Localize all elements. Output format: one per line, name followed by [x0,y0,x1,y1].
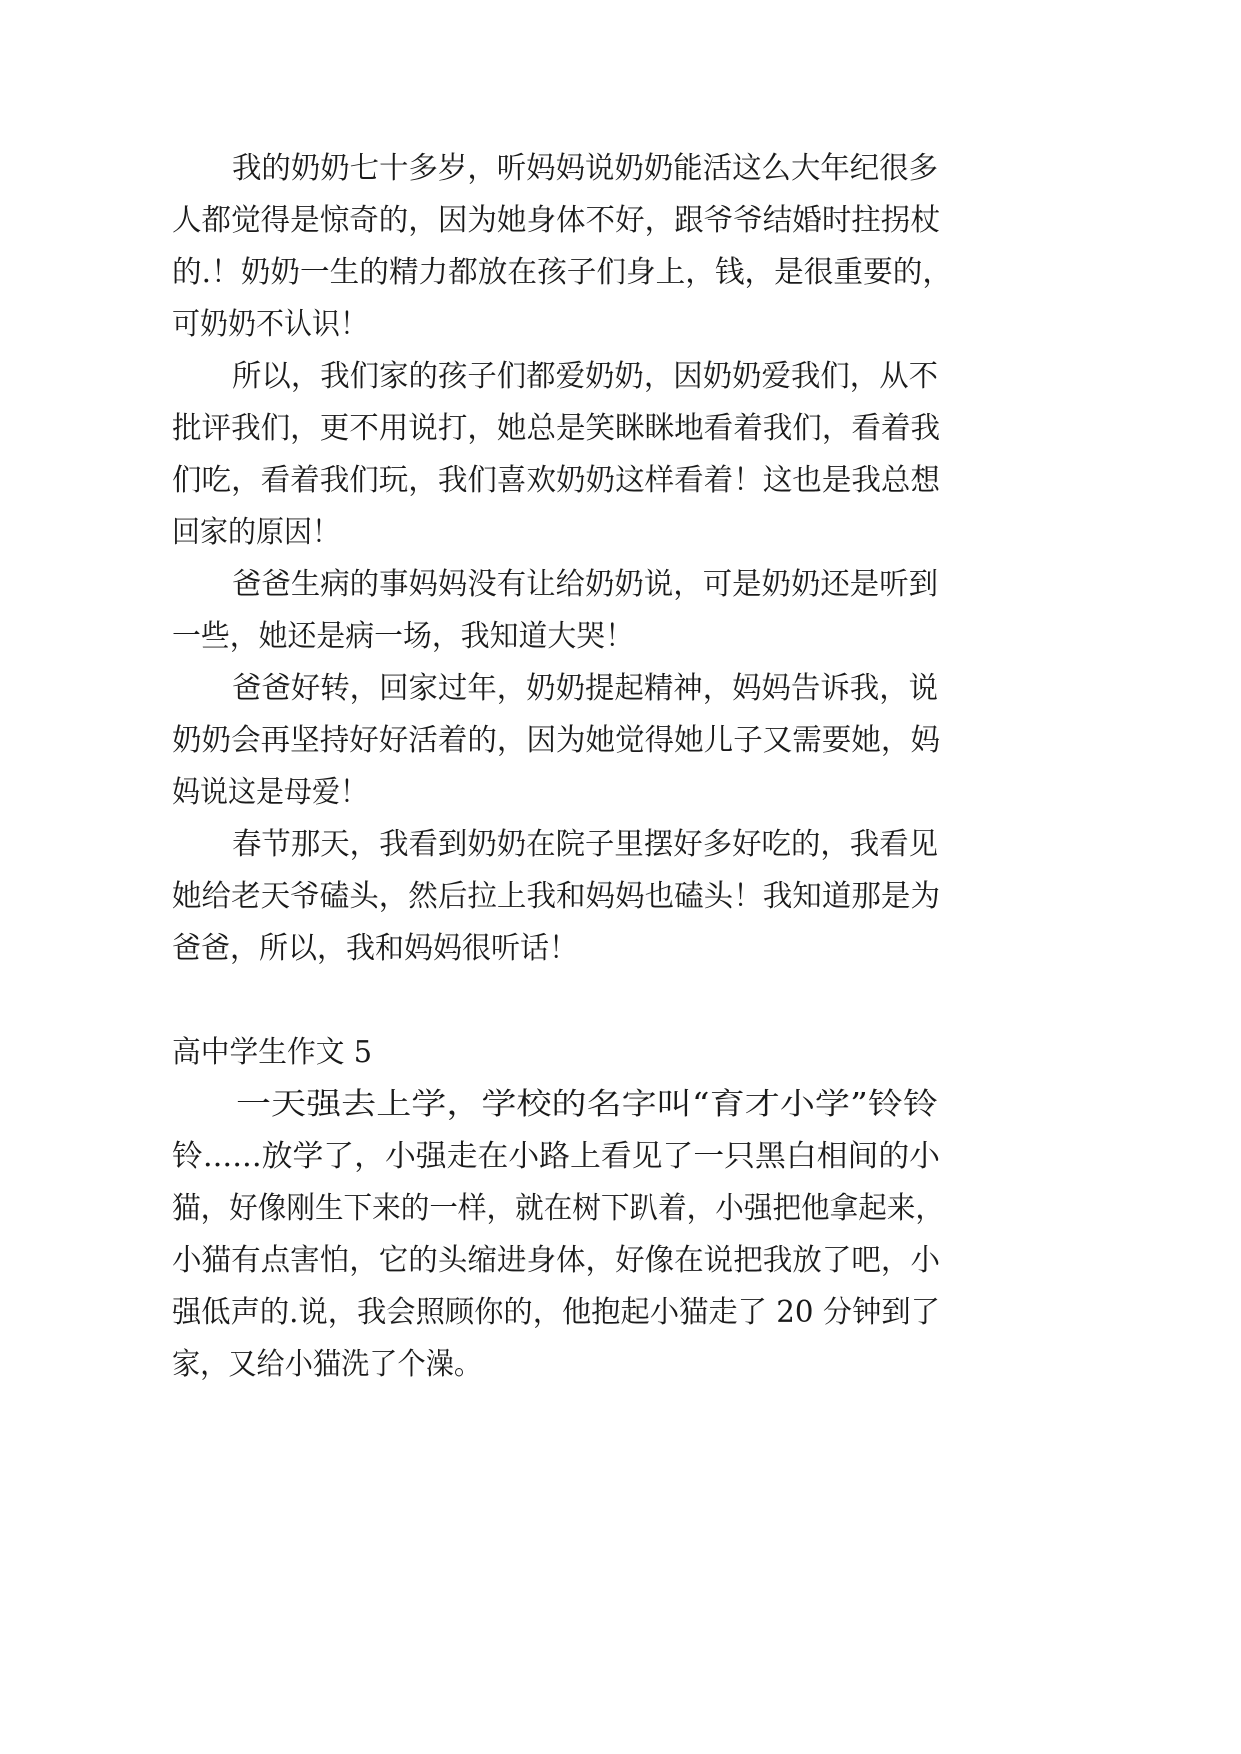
text-line [0,919,1241,979]
section-heading [0,1023,1241,1083]
line-text: 奶奶会再坚持好好活着的，因为她觉得她儿子又需要她，妈 [172,723,940,758]
line-text: 们吃，看着我们玩，我们喜欢奶奶这样看着！这也是我总想 [172,463,940,498]
line-text: 她给老天爷磕头，然后拉上我和妈妈也磕头！我知道那是为 [172,879,940,914]
line-text: 爸爸，所以，我和妈妈很听话！ [172,931,579,966]
line-text: 一些，她还是病一场，我知道大哭！ [172,619,634,654]
line-text: 所以，我们家的孩子们都爱奶奶，因奶奶爱我们，从不 [232,359,939,394]
text-line [0,1075,1241,1135]
section-heading-text: 高中学生作文 5 [172,1035,373,1070]
line-text: 妈说这是母爱！ [172,775,368,810]
text-line [0,503,1241,563]
text-line [0,763,1241,823]
line-text: 的.！奶奶一生的精力都放在孩子们身上，钱，是很重要的， [172,255,952,290]
text-line [0,711,1241,771]
line-text: 小猫有点害怕，它的头缩进身体，好像在说把我放了吧，小 [172,1243,940,1278]
line-text: 猫，好像刚生下来的一样，就在树下趴着，小强把他拿起来， [172,1191,945,1226]
line-text: 可奶奶不认识！ [172,307,368,342]
line-text: 爸爸生病的事妈妈没有让给奶奶说，可是奶奶还是听到 [232,567,939,602]
text-line [0,451,1241,511]
text-line [0,399,1241,459]
text-line [0,1283,1241,1343]
text-line [0,607,1241,667]
line-text: 一天强去上学，学校的名字叫“育才小学”铃铃 [236,1087,939,1122]
text-line [0,867,1241,927]
text-line [0,243,1241,303]
line-text: 爸爸好转，回家过年，奶奶提起精神，妈妈告诉我，说 [232,671,939,706]
text-line [0,295,1241,355]
text-line [0,191,1241,251]
text-line [0,659,1241,719]
line-text: 铃......放学了，小强走在小路上看见了一只黑白相间的小 [172,1139,940,1174]
text-line [0,139,1241,199]
line-text: 批评我们，更不用说打，她总是笑眯眯地看着我们，看着我 [172,411,940,446]
line-text: 人都觉得是惊奇的，因为她身体不好，跟爷爷结婚时拄拐杖 [172,203,940,238]
text-line [0,1127,1241,1187]
text-line [0,1179,1241,1239]
line-text: 强低声的.说，我会照顾你的，他抱起小猫走了 20 分钟到了 [172,1295,940,1330]
text-line [0,555,1241,615]
text-line [0,1231,1241,1291]
line-text: 春节那天，我看到奶奶在院子里摆好多好吃的，我看见 [232,827,939,862]
line-text: 我的奶奶七十多岁，听妈妈说奶奶能活这么大年纪很多 [232,151,939,186]
line-text: 家，又给小猫洗了个澡。 [172,1347,483,1382]
text-line [0,815,1241,875]
text-line [0,347,1241,407]
text-line [0,1335,1241,1395]
line-text: 回家的原因！ [172,515,340,550]
